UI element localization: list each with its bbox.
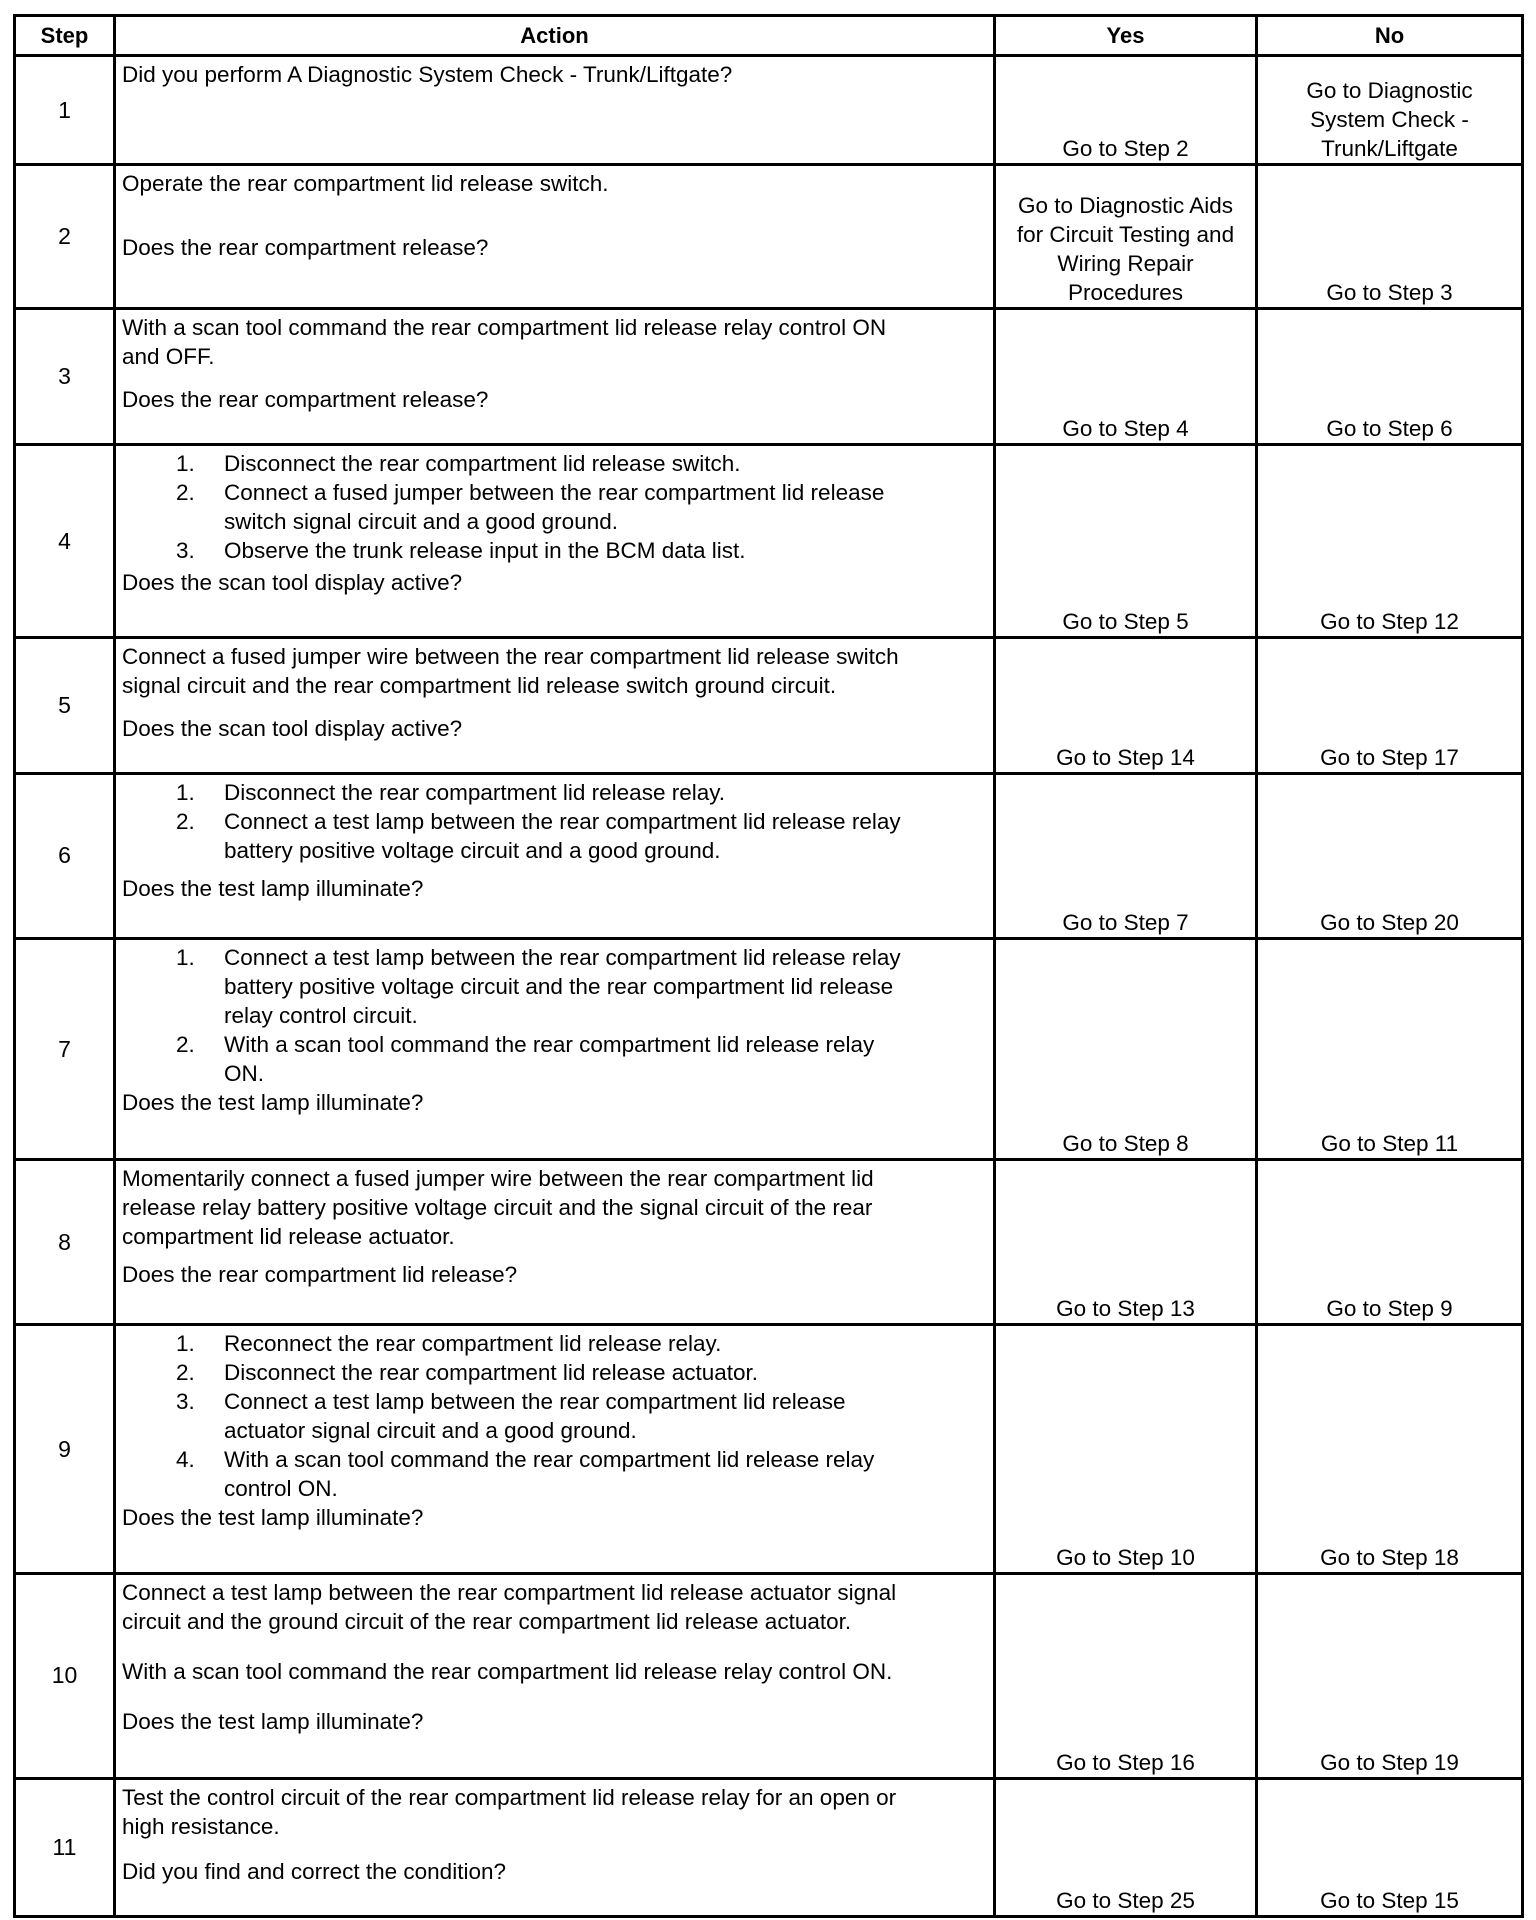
- procedure-item: [158, 1329, 987, 1358]
- no-outcome-text: Go to Step 17: [1320, 744, 1459, 770]
- yes-outcome: [995, 1160, 1257, 1325]
- yes-outcome-text: Go to Step 16: [1056, 1749, 1195, 1775]
- table-row: [15, 445, 1523, 638]
- step-number: 8: [15, 1160, 115, 1325]
- no-outcome-line: Trunk/Liftgate: [1321, 136, 1458, 162]
- step-number: 11: [15, 1778, 115, 1916]
- action-middle-instruction: With a scan tool command the rear compartment lid release relay control ON.: [122, 1658, 893, 1684]
- step-number: 6: [15, 773, 115, 938]
- yes-outcome-line: for Circuit Testing and: [1016, 222, 1235, 248]
- procedure-number: 1.: [176, 1331, 195, 1357]
- step-number: 10: [15, 1573, 115, 1778]
- action-instructions: [122, 642, 987, 700]
- action-cell: [115, 309, 995, 445]
- no-outcome: [1257, 445, 1523, 638]
- no-outcome-text: Go to Step 12: [1320, 608, 1459, 634]
- action-cell: [115, 56, 995, 165]
- action-cell: [115, 938, 995, 1160]
- procedure-text: actuator signal circuit and a good ground.: [224, 1418, 637, 1444]
- procedure-number: 2.: [176, 1031, 195, 1057]
- no-outcome: [1257, 309, 1523, 445]
- procedure-text: Connect a test lamp between the rear compartment lid release relay: [224, 944, 901, 970]
- procedure-list: [122, 1329, 987, 1503]
- table-row: [15, 773, 1523, 938]
- no-outcome-text: Go to Step 19: [1320, 1749, 1459, 1775]
- action-instructions: [122, 1164, 987, 1251]
- procedure-text: battery positive voltage circuit and the rear compartment lid release: [224, 973, 894, 999]
- yes-outcome-text: Go to Step 10: [1056, 1544, 1195, 1570]
- no-outcome: [1257, 773, 1523, 938]
- action-instructions: [122, 1329, 987, 1503]
- no-outcome: [1257, 1160, 1523, 1325]
- no-outcome-line: System Check -: [1310, 107, 1469, 133]
- yes-outcome-line: Wiring Repair: [1057, 251, 1194, 277]
- step-number: 1: [15, 56, 115, 165]
- yes-outcome-text: Go to Step 13: [1056, 1296, 1195, 1322]
- table-row: [15, 938, 1523, 1160]
- procedure-list: [122, 449, 987, 565]
- no-outcome: [1257, 56, 1523, 165]
- no-outcome-text: Go to Step 11: [1320, 1131, 1459, 1157]
- table-row: [15, 637, 1523, 773]
- procedure-text: With a scan tool command the rear compartment lid release relay: [224, 1447, 875, 1473]
- action-line: release relay battery positive voltage circuit and the signal circuit of the rear: [122, 1195, 873, 1221]
- step-number: 9: [15, 1325, 115, 1574]
- action-question: Does the test lamp illuminate?: [122, 1505, 424, 1531]
- procedure-item: [158, 778, 987, 807]
- action-line: Test the control circuit of the rear compartment lid release relay for an open or: [122, 1784, 897, 1810]
- no-outcome-text: Go to Step 3: [1326, 280, 1453, 306]
- procedure-number: 1.: [176, 779, 195, 805]
- yes-outcome-text: Go to Step 4: [1062, 416, 1189, 442]
- yes-outcome-text: Go to Step 7: [1062, 909, 1189, 935]
- procedure-item: [158, 478, 987, 536]
- action-line: With a scan tool command the rear compartment lid release relay control ON: [122, 315, 887, 341]
- yes-outcome: [995, 165, 1257, 309]
- action-cell: [115, 773, 995, 938]
- action-cell: [115, 165, 995, 309]
- yes-outcome: [995, 637, 1257, 773]
- no-outcome-line: Go to Diagnostic: [1306, 78, 1473, 104]
- action-line: Momentarily connect a fused jumper wire between the rear compartment lid: [122, 1166, 874, 1192]
- no-outcome-text: Go to Step 18: [1320, 1544, 1459, 1570]
- yes-outcome-text: Go to Step 25: [1056, 1888, 1195, 1913]
- action-instructions: [122, 1578, 987, 1636]
- yes-outcome: [995, 773, 1257, 938]
- no-outcome: [1257, 165, 1523, 309]
- action-cell: [115, 1325, 995, 1574]
- header-no: No: [1257, 16, 1523, 56]
- table-row: [15, 1778, 1523, 1916]
- action-cell: [115, 1573, 995, 1778]
- action-question: Does the scan tool display active?: [122, 570, 463, 596]
- action-instructions: [122, 449, 987, 565]
- step-number: 3: [15, 309, 115, 445]
- header-yes: Yes: [995, 16, 1257, 56]
- action-question: Does the rear compartment release?: [122, 387, 489, 413]
- yes-outcome-line: Go to Diagnostic Aids: [1017, 193, 1234, 219]
- no-outcome: [1257, 1778, 1523, 1916]
- no-outcome: [1257, 637, 1523, 773]
- procedure-text: Disconnect the rear compartment lid release relay.: [224, 779, 726, 805]
- header-action: Action: [115, 16, 995, 56]
- procedure-number: 3.: [176, 1389, 195, 1415]
- yes-outcome: [995, 938, 1257, 1160]
- action-instructions: [122, 60, 987, 89]
- yes-outcome: [995, 445, 1257, 638]
- action-instructions: [122, 943, 987, 1088]
- procedure-text: switch signal circuit and a good ground.: [224, 509, 618, 535]
- action-line: and OFF.: [122, 344, 215, 370]
- procedure-text: battery positive voltage circuit and a good ground.: [224, 837, 721, 863]
- action-line: Connect a fused jumper wire between the rear compartment lid release switch: [122, 643, 899, 669]
- procedure-item: [158, 1358, 987, 1387]
- yes-outcome-text: Go to Step 5: [1062, 608, 1189, 634]
- procedure-list: [122, 778, 987, 865]
- step-number: 4: [15, 445, 115, 638]
- yes-outcome-text: Go to Step 8: [1062, 1131, 1189, 1157]
- procedure-item: [158, 1030, 987, 1088]
- action-line: Did you perform A Diagnostic System Check - Trunk/Liftgate?: [122, 62, 733, 87]
- procedure-item: [158, 1387, 987, 1445]
- table-row: [15, 309, 1523, 445]
- action-line: Operate the rear compartment lid release switch.: [122, 171, 609, 197]
- procedure-number: 4.: [176, 1447, 195, 1473]
- procedure-text: Connect a test lamp between the rear compartment lid release relay: [224, 808, 901, 834]
- action-question: Does the test lamp illuminate?: [122, 1089, 424, 1115]
- action-cell: [115, 445, 995, 638]
- no-outcome: [1257, 1573, 1523, 1778]
- action-question: Does the test lamp illuminate?: [122, 875, 424, 901]
- step-number: 2: [15, 165, 115, 309]
- yes-outcome: [995, 1573, 1257, 1778]
- action-instructions: [122, 313, 987, 371]
- table-row: [15, 165, 1523, 309]
- diagnostic-table: [13, 14, 1524, 1918]
- procedure-number: 1.: [176, 451, 195, 477]
- no-outcome-text: Go to Step 20: [1320, 909, 1459, 935]
- action-question: Did you find and correct the condition?: [122, 1858, 506, 1884]
- procedure-text: Disconnect the rear compartment lid release actuator.: [224, 1360, 759, 1386]
- procedure-number: 1.: [176, 944, 195, 970]
- yes-outcome: [995, 56, 1257, 165]
- step-number: 7: [15, 938, 115, 1160]
- table-row: [15, 1325, 1523, 1574]
- table-row: [15, 1160, 1523, 1325]
- procedure-item: [158, 807, 987, 865]
- no-outcome: [1257, 938, 1523, 1160]
- procedure-item: [158, 1445, 987, 1503]
- procedure-number: 2.: [176, 480, 195, 506]
- action-line: high resistance.: [122, 1813, 280, 1839]
- action-instructions: [122, 1783, 987, 1841]
- yes-outcome: [995, 309, 1257, 445]
- yes-outcome: [995, 1325, 1257, 1574]
- procedure-number: 3.: [176, 538, 195, 564]
- step-number: 5: [15, 637, 115, 773]
- procedure-number: 2.: [176, 1360, 195, 1386]
- yes-outcome-text: Go to Step 14: [1056, 744, 1195, 770]
- procedure-text: Connect a test lamp between the rear compartment lid release: [224, 1389, 846, 1415]
- action-line: Connect a test lamp between the rear compartment lid release actuator signal: [122, 1579, 897, 1605]
- action-cell: [115, 1778, 995, 1916]
- procedure-item: [158, 943, 987, 1030]
- procedure-text: relay control circuit.: [224, 1002, 418, 1028]
- action-instructions: [122, 778, 987, 865]
- no-outcome-text: Go to Step 6: [1326, 416, 1453, 442]
- procedure-list: [122, 943, 987, 1088]
- procedure-text: control ON.: [224, 1476, 338, 1502]
- procedure-text: ON.: [224, 1060, 265, 1086]
- table-row: [15, 56, 1523, 165]
- action-line: compartment lid release actuator.: [122, 1224, 455, 1250]
- action-line: signal circuit and the rear compartment lid release switch ground circuit.: [122, 672, 837, 698]
- table-row: [15, 1573, 1523, 1778]
- procedure-text: Connect a fused jumper between the rear compartment lid release: [224, 480, 885, 506]
- header-step: Step: [15, 16, 115, 56]
- procedure-number: 2.: [176, 808, 195, 834]
- no-outcome: [1257, 1325, 1523, 1574]
- action-question: Does the scan tool display active?: [122, 715, 463, 741]
- no-outcome-text: Go to Step 15: [1320, 1888, 1459, 1913]
- action-cell: [115, 1160, 995, 1325]
- procedure-text: Reconnect the rear compartment lid release relay.: [224, 1331, 722, 1357]
- procedure-text: With a scan tool command the rear compartment lid release relay: [224, 1031, 875, 1057]
- action-question: Does the rear compartment release?: [122, 235, 489, 261]
- procedure-text: Disconnect the rear compartment lid release switch.: [224, 451, 741, 477]
- yes-outcome-line: Procedures: [1067, 280, 1184, 306]
- no-outcome-text: Go to Step 9: [1326, 1296, 1453, 1322]
- procedure-text: Observe the trunk release input in the BCM data list.: [224, 538, 746, 564]
- procedure-item: [158, 536, 987, 565]
- yes-outcome-text: Go to Step 2: [1062, 136, 1189, 162]
- procedure-item: [158, 449, 987, 478]
- action-cell: [115, 637, 995, 773]
- action-question: Does the test lamp illuminate?: [122, 1708, 424, 1734]
- action-instructions: [122, 169, 987, 198]
- action-question: Does the rear compartment lid release?: [122, 1262, 518, 1288]
- header-row: [15, 16, 1523, 56]
- action-line: circuit and the ground circuit of the rear compartment lid release actuator.: [122, 1608, 852, 1634]
- yes-outcome: [995, 1778, 1257, 1916]
